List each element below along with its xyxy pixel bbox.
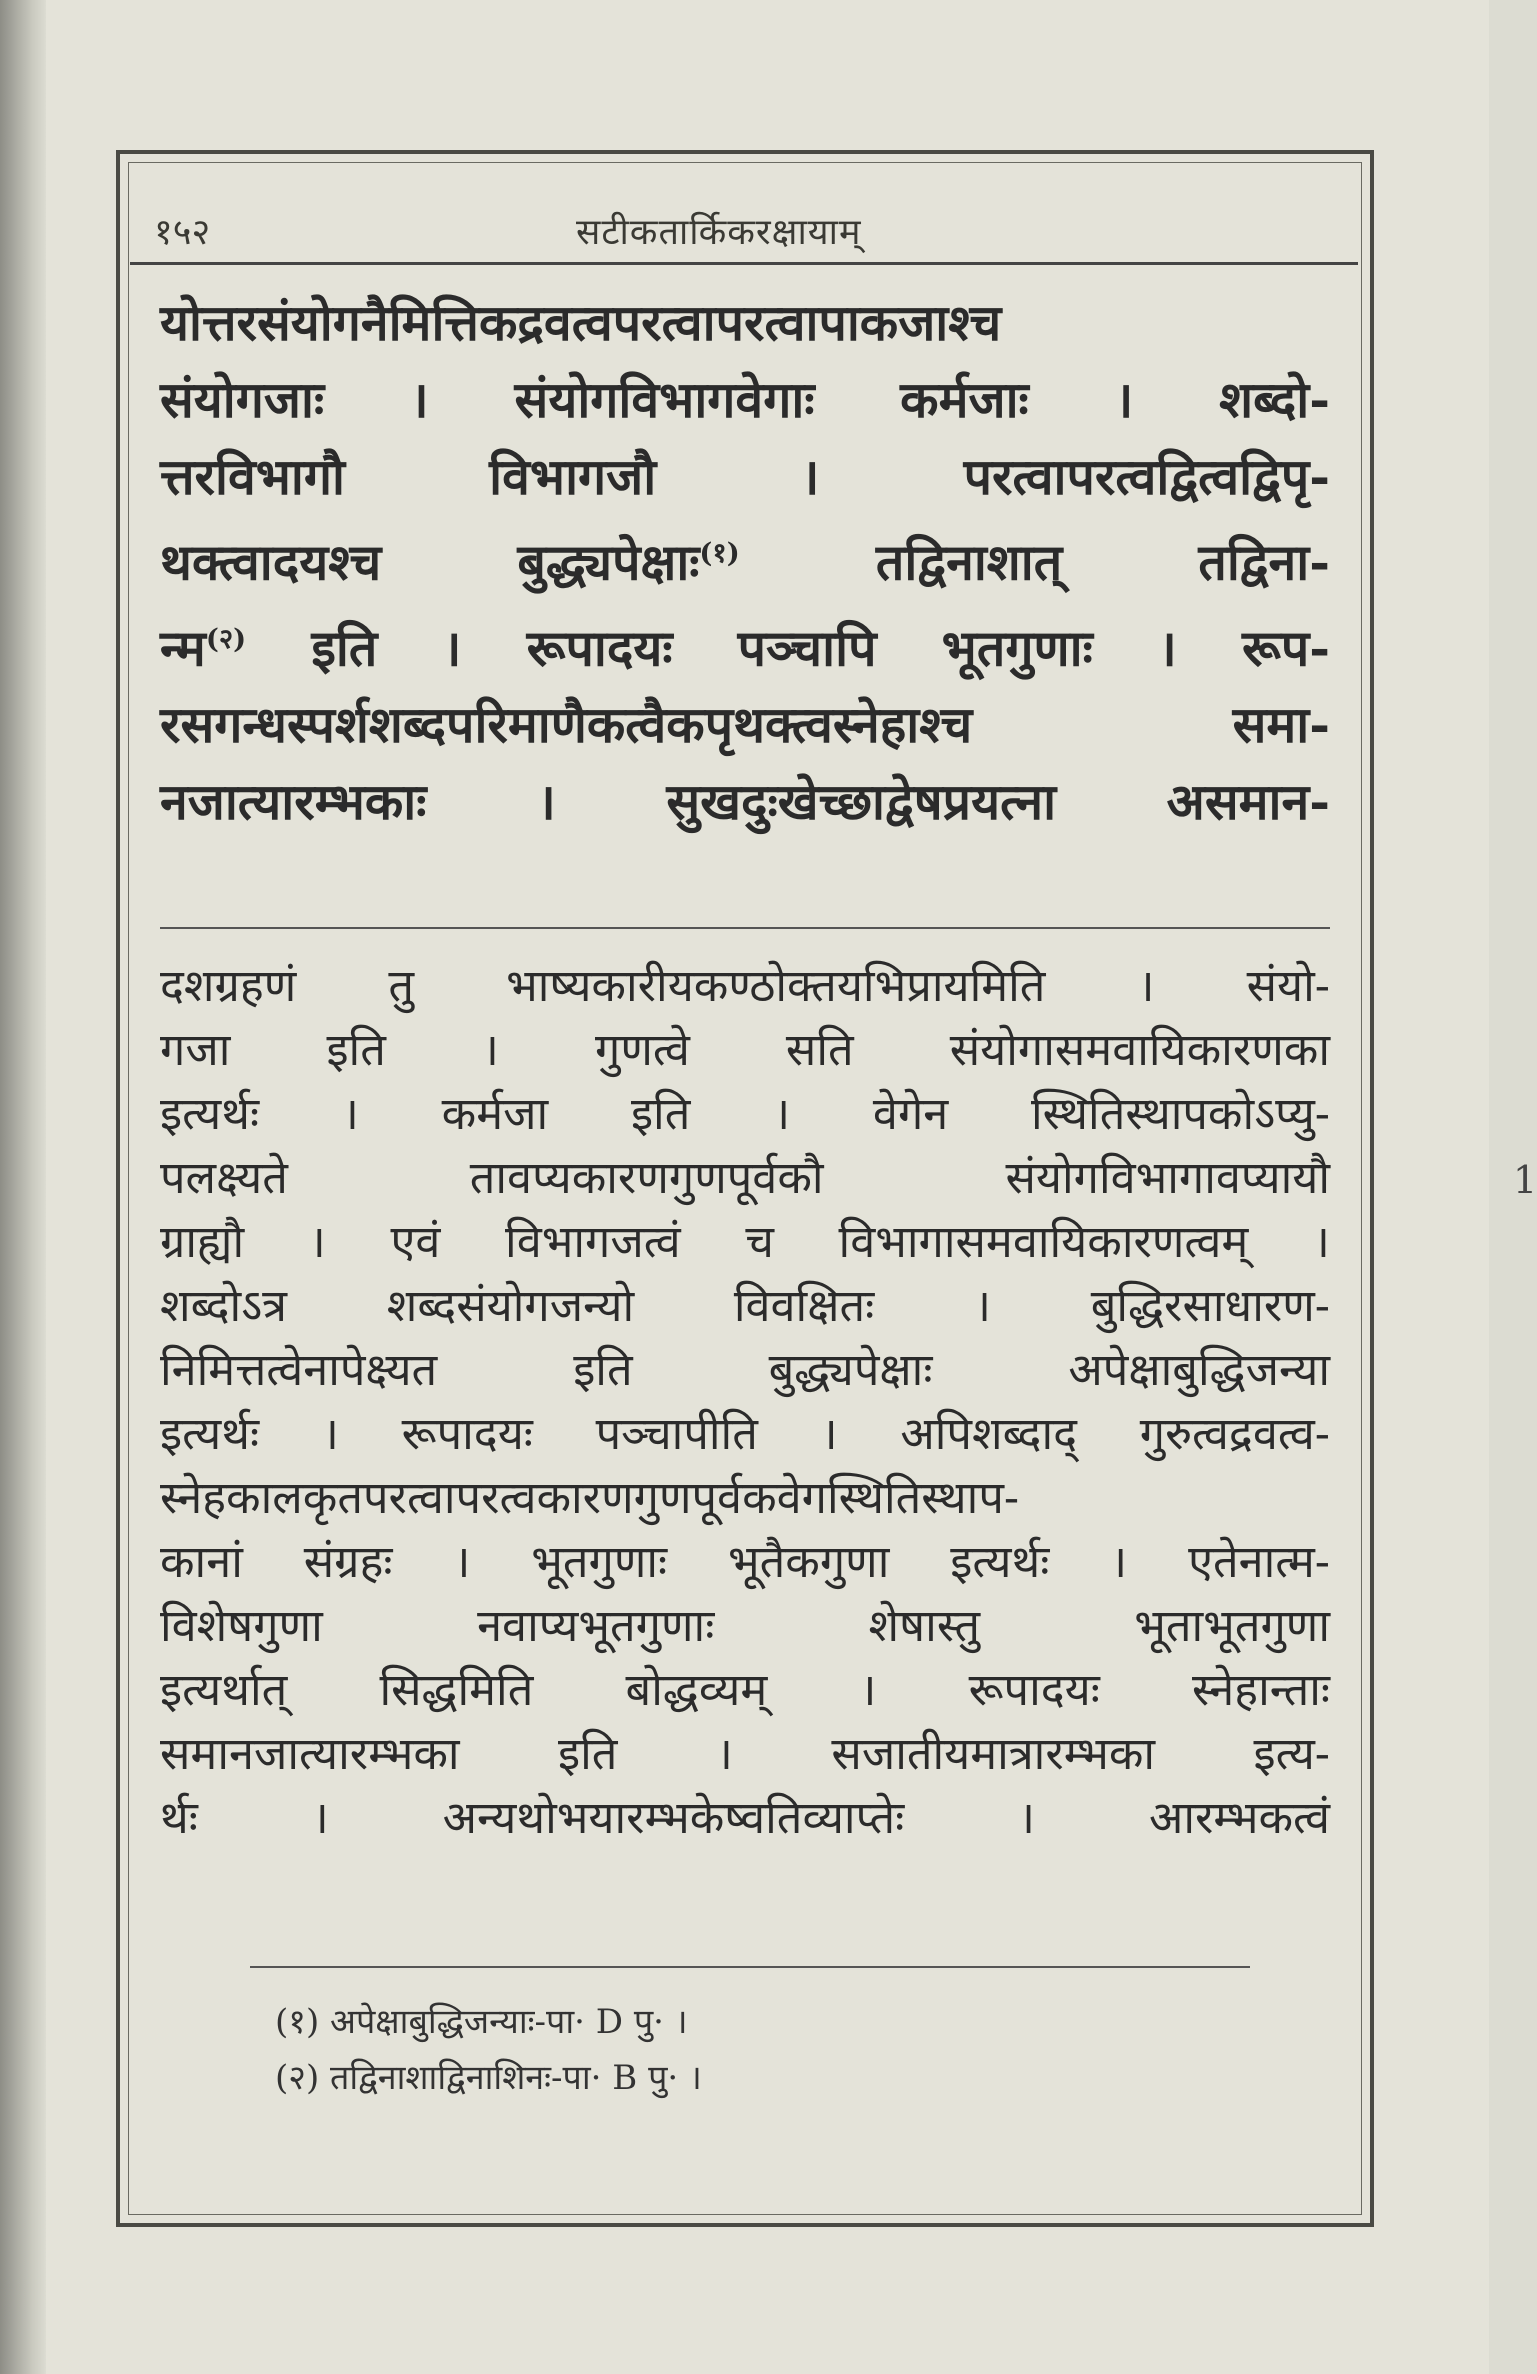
root-line-1: योत्तरसंयोगनैमित्तिकद्रवत्वपरत्वापरत्वापाकजाश्च [160,293,1002,352]
root-line-5-head: न्म [160,618,206,678]
commentary-line: स्नेहकालकृतपरत्वापरत्वकारणगुणपूर्वकवेगस्थितिस्थाप- [160,1471,1020,1524]
header-rule [130,262,1358,265]
commentary-line: इत्यर्थात् सिद्धमिति बोद्धव्यम् । रूपादयः स्नेहान्ताः [160,1663,1330,1716]
footnote-1: (१) अपेक्षाबुद्धिजन्याः-पा· D पु· । [275,2002,688,2042]
footnote-2: (२) तद्विनाशाद्विनाशिनः-पा· B पु· । [275,2058,702,2098]
footnote-marker-2: (२) [205,622,247,655]
footnote-marker-1: (१) [699,537,740,569]
root-line-6: रसगन्धस्पर्शशब्दपरिमाणैकत्वैकपृथक्त्वस्नेहाश्च समा- [160,695,1330,755]
footnote-rule [250,1966,1250,1968]
commentary-line: दशग्रहणं तु भाष्यकारीयकण्ठोक्तयभिप्रायमिति । संयो- [160,959,1330,1012]
commentary-text [160,954,1330,1850]
root-line-3: त्तरविभागौ विभागजौ । परत्वापरत्वद्वित्वद्विपृ- [160,447,1330,506]
page-header [146,198,1326,260]
root-line-4-head: थक्त्वादयश्च बुद्ध्यपेक्षाः [160,532,700,592]
root-text [160,284,1330,840]
footnotes [275,1994,1225,2106]
commentary-line: समानजात्यारम्भका इति । सजातीयमात्रारम्भका इत्य- [160,1727,1330,1780]
scan-edge-shadow [0,0,46,2374]
margin-mark: 1 [1513,1158,1537,1202]
commentary-line: कानां संग्रहः । भूतगुणाः भूतैकगुणा इत्यर्थः । एतेनात्म- [160,1535,1330,1588]
commentary-line: इत्यर्थः । कर्मजा इति । वेगेन स्थितिस्थापकोऽप्यु- [160,1087,1330,1140]
page-paper [46,0,1537,2374]
running-title: सटीकतार्किकरक्षायाम् [576,212,862,253]
commentary-line: इत्यर्थः । रूपादयः पञ्चापीति । अपिशब्दाद् गुरुत्वद्रवत्व- [160,1407,1330,1460]
root-line-7: नजात्यारम्भकाः । सुखदुःखेच्छाद्वेषप्रयत्ना असमान- [160,772,1330,832]
page-number: १५२ [154,212,211,253]
root-line-4 [160,515,1330,601]
root-line-5 [160,601,1330,687]
root-line-4-tail: तद्विनाशात् तद्विना- [875,532,1330,592]
commentary-line: ग्राह्यौ । एवं विभागजत्वं च विभागासमवायिकारणत्वम् । [160,1215,1330,1268]
commentary-line: शब्दोऽत्र शब्दसंयोगजन्यो विवक्षितः । बुद्धिरसाधारण- [160,1279,1330,1332]
page-frame [116,150,1374,2227]
commentary-line: पलक्ष्यते तावप्यकारणगुणपूर्वकौ संयोगविभागावप्यायौ [160,1151,1330,1204]
commentary-line: गजा इति । गुणत्वे सति संयोगासमवायिकारणका [160,1023,1330,1076]
commentary-line: निमित्तत्वेनापेक्ष्यत इति बुद्ध्यपेक्षाः अपेक्षाबुद्धिजन्या [160,1343,1330,1396]
commentary-line: र्थः । अन्यथोभयारम्भकेष्वतिव्याप्तेः । आरम्भकत्वं [160,1791,1330,1844]
commentary-line: विशेषगुणा नवाप्यभूतगुणाः शेषास्तु भूताभूतगुणा [160,1599,1330,1652]
root-line-5-tail: इति । रूपादयः पञ्चापि भूतगुणाः । रूप- [311,618,1330,678]
commentary-divider [160,927,1330,929]
root-line-2: संयोगजाः । संयोगविभागवेगाः कर्मजाः । शब्दो- [160,370,1330,429]
